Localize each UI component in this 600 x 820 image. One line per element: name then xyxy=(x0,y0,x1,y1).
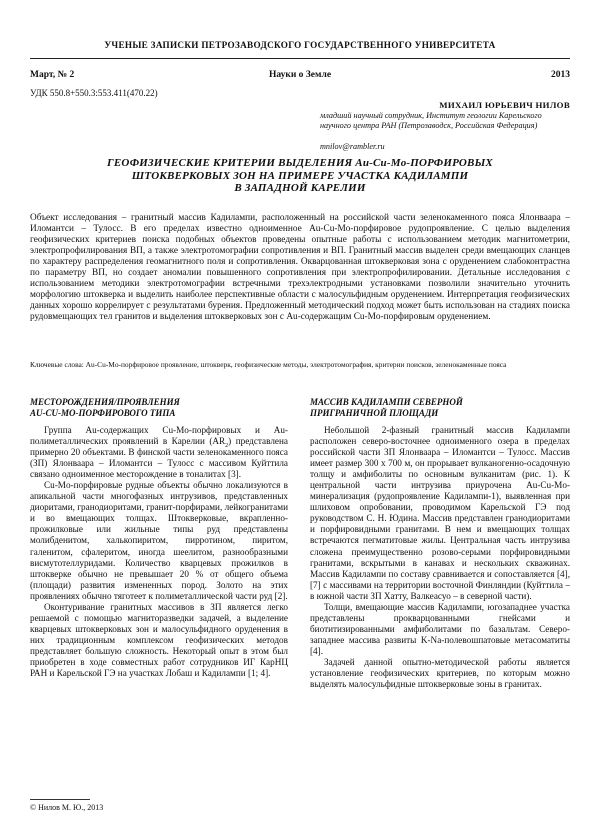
subscript: 2 xyxy=(225,442,229,449)
title-line: В ЗАПАДНОЙ КАРЕЛИИ xyxy=(234,182,366,195)
keywords: Ключевые слова: Au-Cu-Mo-порфировое проявление, штокверк, геофизические методы, электротомография, критерии поисков, зеленокаменные пояса xyxy=(30,360,507,369)
abstract: Объект исследования – гранитный массив Кадилампи, расположенный на российской части зеленокаменного пояса Ялонваара – Иломантси – Тулосс. В его пределах известно одноименное Au-Cu-Mo-порфировое рудопроявление. С целью выделения геофизических критериев поиска подобных объектов проведены опытные работы с использованием методик магнитометрии, электропрофилирования ВП, а также электротомографии сопротивления и ВП. Гранитный массив выделен среди вмещающих сланцев по характеру распределения геомагнитного поля и сопротивления. Окварцованная штокверковая зона с оруденением слабоконтрастна по параметру ВП, но создает аномалии повышенного сопротивления при электропрофилировании. Детальные исследования с использованием методики электротомографии встречными трехэлектродными установками позволили значительно уточнить морфологию штокверка и выделить наиболее перспективные области с малосульфидным оруденением. Интерпретация геофизических данных хорошо коррелирует с результатами бурения. Предложенный методический подход может быть использован на стадиях поиска рудовмещающих тел гранитов и выделения штокверковых зон с Au-содержащим Cu-Mo-порфировым оруденением. xyxy=(30,213,570,323)
paragraph xyxy=(30,425,288,480)
title-line: ГЕОФИЗИЧЕСКИЕ КРИТЕРИИ ВЫДЕЛЕНИЯ Au-Cu-Mo-ПОРФИРОВЫХ xyxy=(107,157,493,169)
year-label: 2013 xyxy=(551,70,570,80)
section-heading xyxy=(30,397,288,419)
paragraph: Задачей данной опытно-методической работы является установление геофизических критериев, по которым можно выделять малосульфидные штокверковые зоны в гранитах. xyxy=(310,656,570,690)
journal-title: УЧЕНЫЕ ЗАПИСКИ ПЕТРОЗАВОДСКОГО ГОСУДАРСТВЕННОГО УНИВЕРСИТЕТА xyxy=(104,40,496,50)
author-affiliation: младший научный сотрудник, Институт геологии Карельского научного центра РАН (Петрозаводск, Российская Федерация) xyxy=(320,111,542,130)
text-run: Группа Au-содержащих Cu-Mo-порфировых и Au-полиметаллических проявлений в Карелии (AR xyxy=(30,425,288,447)
section-label: Науки о Земле xyxy=(268,70,332,80)
author-name: МИХАИЛ ЮРЬЕВИЧ НИЛОВ xyxy=(439,100,570,110)
header-rule xyxy=(30,58,570,59)
udk-code: УДК 550.8+550.3:553.411(470.22) xyxy=(30,88,158,98)
footnote-rule xyxy=(30,799,90,800)
heading-line: МАССИВ КАДИЛАМПИ СЕВЕРНОЙ xyxy=(310,397,463,407)
paragraph: Оконтуривание гранитных массивов в ЗП является легко решаемой с помощью магниторазведки задачей, а выделение кварцевых штокверковых зон и малосульфидного оруденения в них традиционным комплексом геофизических методов представляет большую сложность. Некоторый опыт в этом был приобретен в ходе совместных работ сотрудников ИГ КарНЦ РАН и Карельской ГЭ на участках Лобаш и Кадилампи [1; 4]. xyxy=(30,601,288,679)
copyright-note: © Нилов М. Ю., 2013 xyxy=(30,803,104,812)
paragraph: Небольшой 2-фазный гранитный массив Кадилампи расположен северо-восточнее одноименного озера в пределах российской части ЗП Ялонваара – Иломантси – Тулосс. Массив имеет размер 300 х 700 м, он прорывает вулканогенно-осадочную толщу и амфиболиты по основным вулканитам (рис. 1). К центральной части интрузива приурочена Au-Cu-Mo-минерализация (рудопроявление Кадилампи-1), выявленная при шлиховом опробовании, проводимом Карельской ГЭ под руководством С. Н. Юдина. Массив представлен гранодиоритами и порфировидными гранитами. В нем и вмещающих толщах встречаются пегматитовые жилы. Центральная часть интрузива сложена преимущественно розово-серыми порфировидными гранитами, вскрытыми в канавах и нескольких скважинах. Массив Кадилампи по составу сравнивается и сопоставляется [4], [7] с массивами на территории восточной Финляндии (Куйттила – в южной части ЗП Хатту, Валкеасуо – в северной части). xyxy=(310,425,570,601)
title-line: ШТОКВЕРКОВЫХ ЗОН НА ПРИМЕРЕ УЧАСТКА КАДИЛАМПИ xyxy=(131,169,469,182)
paragraph: Толщи, вмещающие массив Кадилампи, югозападнее участка представлены прокварцованными гнейсами и биотитизированными амфиболитами по базальтам. Северо-западнее массива развиты K-Na-полевошпатовые метасоматиты [4]. xyxy=(310,601,570,656)
heading-line: AU-CU-MO-ПОРФИРОВОГО ТИПА xyxy=(30,408,176,418)
section-heading xyxy=(310,397,570,419)
article-title xyxy=(60,157,540,195)
issue-label: Март, № 2 xyxy=(30,70,75,80)
left-column xyxy=(30,397,288,679)
author-email[interactable]: mnilov@rambler.ru xyxy=(320,142,385,151)
paragraph: Cu-Mo-порфировые рудные объекты обычно локализуются в апикальной части многофазных интрузивов, представленных диоритами, гранодиоритами, гранит-порфирами, лейкогранитами и во вмещающих толщах. Штокверковые, вкрапленно-прожилковые или жильные типы руд представлены молибденитом, халькопиритом, пирротином, пиритом, галенитом, сфалеритом, иногда шеелитом, разнообразными висмутотеллуридами. Количество кварцевых прожилков в штокверке обычно не превышает 20 % от общего объема (площади) развития измененных пород. Золото на этих проявлениях обычно тяготеет к полиметаллической части руд [2]. xyxy=(30,480,288,601)
heading-line: ПРИГРАНИЧНОЙ ПЛОЩАДИ xyxy=(310,408,439,418)
right-column xyxy=(310,397,570,690)
heading-line: МЕСТОРОЖДЕНИЯ/ПРОЯВЛЕНИЯ xyxy=(30,397,180,407)
text-run: ) представлена примерно 20 объектами. В финской части зеленокаменного пояса (ЗП) Ялонваара – Иломантси – Тулосс с массивом Куйттила связано одноименное месторождение в тоналитах [3]. xyxy=(30,436,288,480)
